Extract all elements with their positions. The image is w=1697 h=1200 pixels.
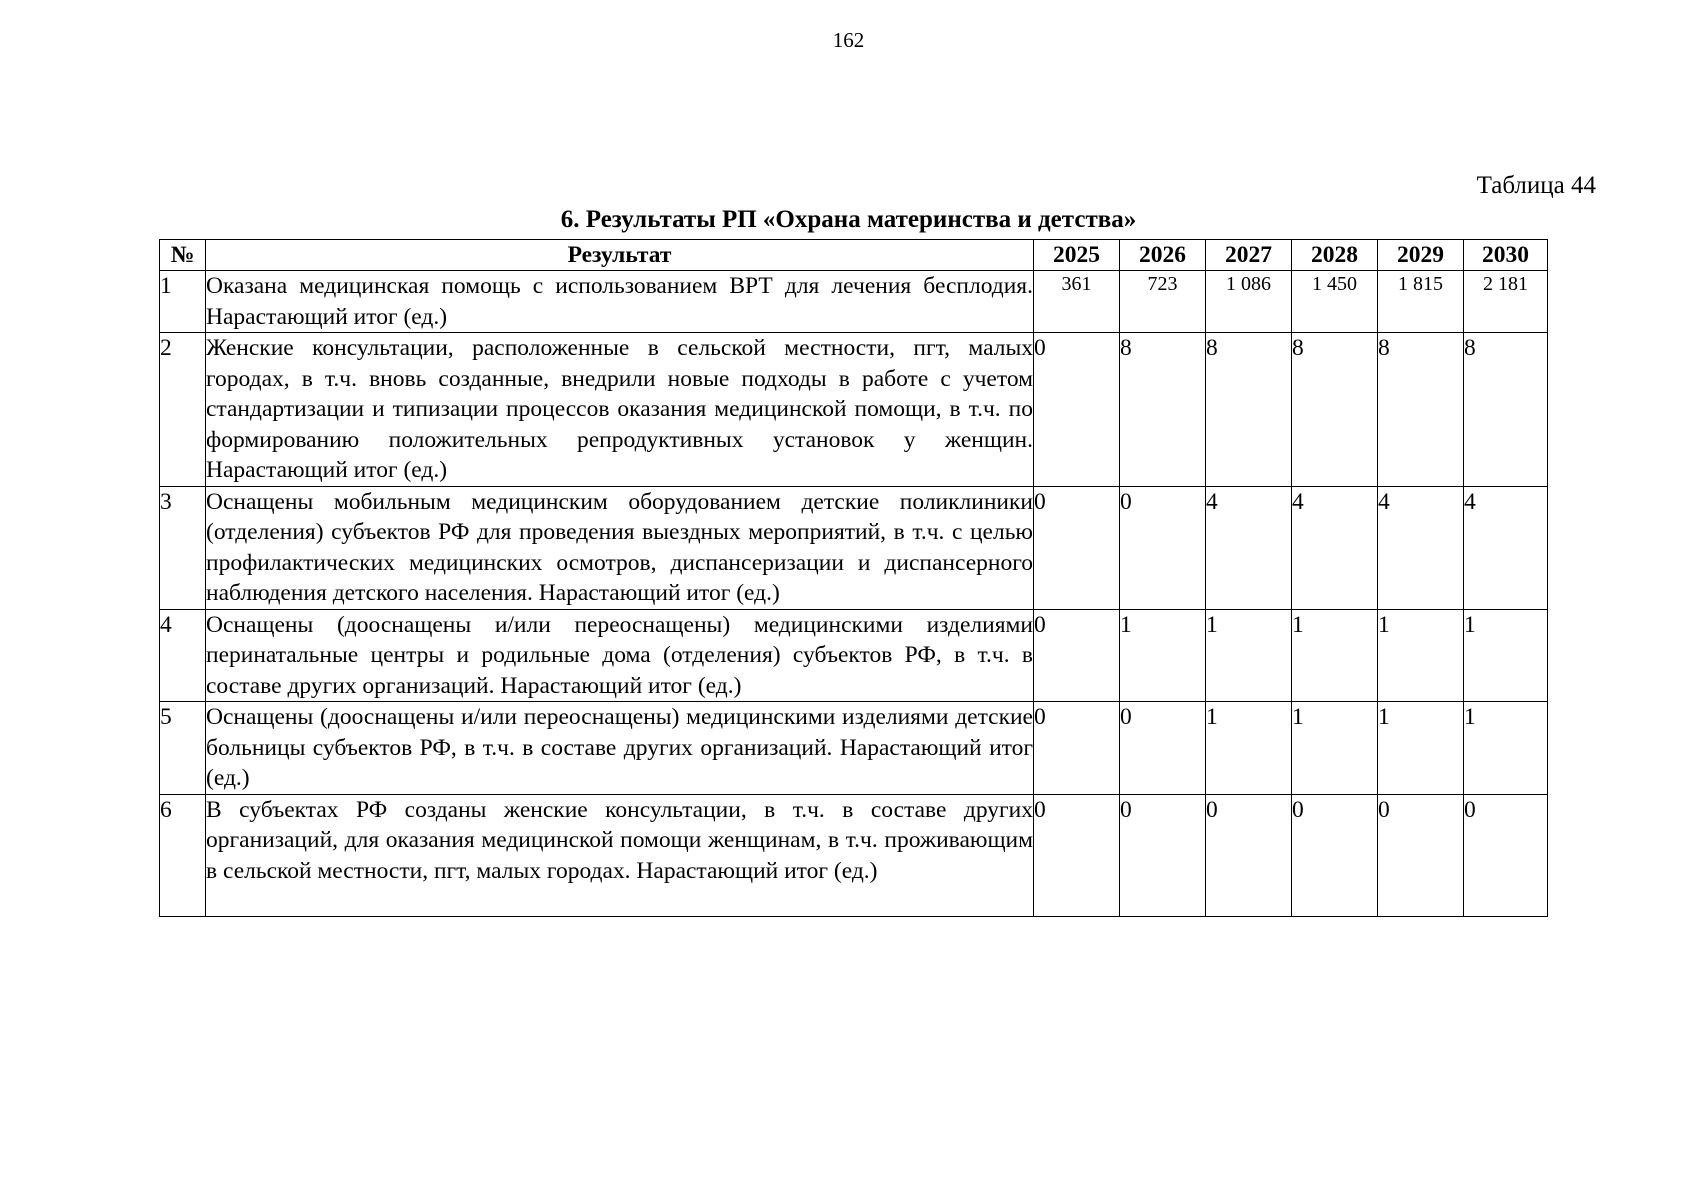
row-value-2029: 1	[1378, 702, 1464, 795]
row-result: Оснащены (дооснащены и/или переоснащены) медицинскими изделиями детские больницы субъектов РФ, в т.ч. в составе других организаций. Нарастающий итог (ед.)	[206, 702, 1034, 795]
table-row	[160, 794, 1548, 916]
row-value-2029: 8	[1378, 333, 1464, 487]
table-row	[160, 486, 1548, 609]
row-value-2025: 0	[1034, 486, 1120, 609]
header-year-2029: 2029	[1378, 240, 1464, 271]
table-row	[160, 271, 1548, 333]
row-value-2025: 0	[1034, 333, 1120, 487]
header-year-2028: 2028	[1292, 240, 1378, 271]
row-result: Женские консультации, расположенные в сельской местности, пгт, малых городах, в т.ч. вновь созданные, внедрили новые подходы в работе с учетом стандартизации и типизации процессов оказания медицинской помощи, в т.ч. по формированию положительных репродуктивных установок у женщин. Нарастающий итог (ед.)	[206, 333, 1034, 487]
row-value-2028: 8	[1292, 333, 1378, 487]
row-result: Оказана медицинская помощь с использованием ВРТ для лечения бесплодия. Нарастающий итог (ед.)	[206, 271, 1034, 333]
row-value-2025: 0	[1034, 702, 1120, 795]
header-year-2026: 2026	[1120, 240, 1206, 271]
row-value-2030: 8	[1464, 333, 1548, 487]
row-number: 4	[160, 609, 206, 702]
results-table	[159, 239, 1548, 917]
row-result: Оснащены (дооснащены и/или переоснащены) медицинскими изделиями перинатальные центры и родильные дома (отделения) субъектов РФ, в т.ч. в составе других организаций. Нарастающий итог (ед.)	[206, 609, 1034, 702]
row-value-2027: 1	[1206, 609, 1292, 702]
row-value-2025: 0	[1034, 794, 1120, 916]
header-year-2025: 2025	[1034, 240, 1120, 271]
row-value-2025: 0	[1034, 609, 1120, 702]
row-result: В субъектах РФ созданы женские консультации, в т.ч. в составе других организаций, для оказания медицинской помощи женщинам, в т.ч. проживающим в сельской местности, пгт, малых городах. Нарастающий итог (ед.)	[206, 794, 1034, 916]
row-value-2027: 0	[1206, 794, 1292, 916]
table-row	[160, 702, 1548, 795]
row-value-2027: 1	[1206, 702, 1292, 795]
row-value-2029: 4	[1378, 486, 1464, 609]
row-number: 2	[160, 333, 206, 487]
row-value-2030: 0	[1464, 794, 1548, 916]
row-value-2026: 0	[1120, 486, 1206, 609]
row-value-2026: 1	[1120, 609, 1206, 702]
row-value-2027: 8	[1206, 333, 1292, 487]
table-caption: Таблица 44	[1476, 172, 1596, 199]
row-value-2030: 4	[1464, 486, 1548, 609]
row-number: 1	[160, 271, 206, 333]
row-value-2026: 8	[1120, 333, 1206, 487]
row-value-2029: 0	[1378, 794, 1464, 916]
row-number: 6	[160, 794, 206, 916]
row-value-2028: 4	[1292, 486, 1378, 609]
header-year-2027: 2027	[1206, 240, 1292, 271]
row-value-2030: 1	[1464, 609, 1548, 702]
header-year-2030: 2030	[1464, 240, 1548, 271]
table-title: 6. Результаты РП «Охрана материнства и детства»	[560, 206, 1137, 233]
row-value-2029: 1	[1378, 609, 1464, 702]
header-number: №	[160, 240, 206, 271]
row-value-2028: 1 450	[1292, 271, 1378, 333]
row-value-2027: 1 086	[1206, 271, 1292, 333]
row-value-2030: 2 181	[1464, 271, 1548, 333]
row-value-2026: 0	[1120, 702, 1206, 795]
row-value-2028: 1	[1292, 702, 1378, 795]
row-number: 5	[160, 702, 206, 795]
row-value-2027: 4	[1206, 486, 1292, 609]
row-result: Оснащены мобильным медицинским оборудованием детские поликлиники (отделения) субъектов РФ для проведения выездных мероприятий, в т.ч. с целью профилактических медицинских осмотров, диспансеризации и диспансерного наблюдения детского населения. Нарастающий итог (ед.)	[206, 486, 1034, 609]
row-value-2028: 1	[1292, 609, 1378, 702]
row-value-2029: 1 815	[1378, 271, 1464, 333]
row-value-2025: 361	[1034, 271, 1120, 333]
table-header-row	[160, 240, 1548, 271]
row-value-2030: 1	[1464, 702, 1548, 795]
table-row	[160, 609, 1548, 702]
row-value-2028: 0	[1292, 794, 1378, 916]
header-result: Результат	[206, 240, 1034, 271]
page-number: 162	[832, 28, 865, 52]
table-row	[160, 333, 1548, 487]
row-value-2026: 0	[1120, 794, 1206, 916]
row-value-2026: 723	[1120, 271, 1206, 333]
row-number: 3	[160, 486, 206, 609]
